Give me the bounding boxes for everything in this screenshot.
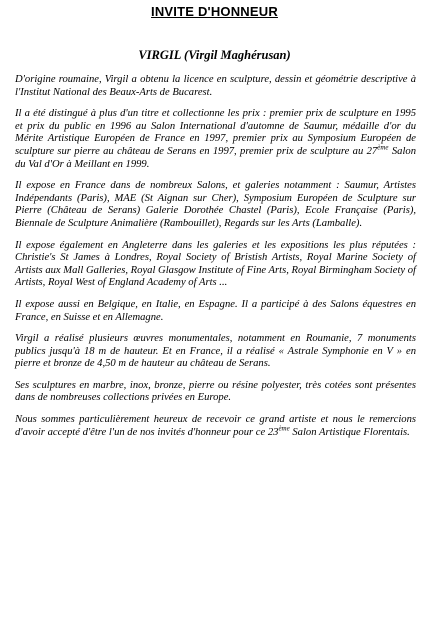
document-body	[15, 74, 416, 448]
paragraph-france: Il expose en France dans de nombreux Salons, et galeries notamment : Saumur, Artistes Indépendants (Paris), MAE (St Aignan sur Cher), Symposium Européen de Sculpture sur Pierre (Château de Serans) Galerie Dorothée Chastel (Paris), Ecole Française (Paris), Biennale de Sculpture Animalière (Rambouillet), Regards sur les Arts (Lamballe).	[15, 180, 416, 229]
paragraph-europe: Il expose aussi en Belgique, en Italie, en Espagne. Il a participé à des Salons équestres en France, en Suisse et en Allemagne.	[15, 298, 416, 323]
ordinal-suffix: ème	[278, 424, 290, 433]
paragraph-closing	[15, 414, 416, 439]
paragraph-closing-tail: Salon Artistique Florentais.	[289, 426, 410, 438]
paragraph-collections: Ses sculptures en marbre, inox, bronze, pierre ou résine polyester, très cotées sont présentes dans de nombreuses collections privées en Europe.	[15, 379, 416, 404]
paragraph-england: Il expose également en Angleterre dans les galeries et les expositions les plus réputées : Christie's St James à Londres, Royal Society of Bristish Artists, Royal Marine Society of Artists aux Mall Galleries, Royal Glasgow Institute of Fine Arts, Royal Birmingham Society of Artists, Royal West of England Academy of Arts ...	[15, 239, 416, 289]
paragraph-awards-text: Il a été distingué à plus d'un titre et collectionne les prix : premier prix de sculpture en 1995 et prix du public en 1996 au Salon International d'automne de Saumur, médaille d'or du Mérite Artistique Européen de France en 1997, premier prix au Symposium Européen de sculpture sur pierre au château de Serans en 1997, premier prix de sculpture au 27	[15, 108, 416, 157]
ordinal-suffix: ème	[377, 143, 389, 152]
paragraph-awards-tail: Salon du Val d'Or à Meillant en 1999.	[15, 145, 416, 170]
artist-name: VIRGIL (Virgil Maghérusan)	[138, 48, 291, 62]
paragraph-origin: D'origine roumaine, Virgil a obtenu la licence en sculpture, dessin et géométrie descriptive à l'Institut National des Beaux-Arts de Bucarest.	[15, 74, 416, 98]
paragraph-monuments: Virgil a réalisé plusieurs œuvres monumentales, notamment en Roumanie, 7 monuments publics jusqu'à 18 m de hauteur. Et en France, il a réalisé « Astrale Symphonie en V » en pierre et bronze de 4,50 m de hauteur au château de Serans.	[15, 333, 416, 370]
page-title: INVITE D'HONNEUR	[151, 4, 278, 19]
paragraph-closing-text: Nous sommes particulièrement heureux de recevoir ce grand artiste et nous le remercions d'avoir accepté d'être l'un de nos invités d'honneur pour ce 23	[15, 414, 416, 438]
paragraph-awards	[15, 108, 416, 171]
